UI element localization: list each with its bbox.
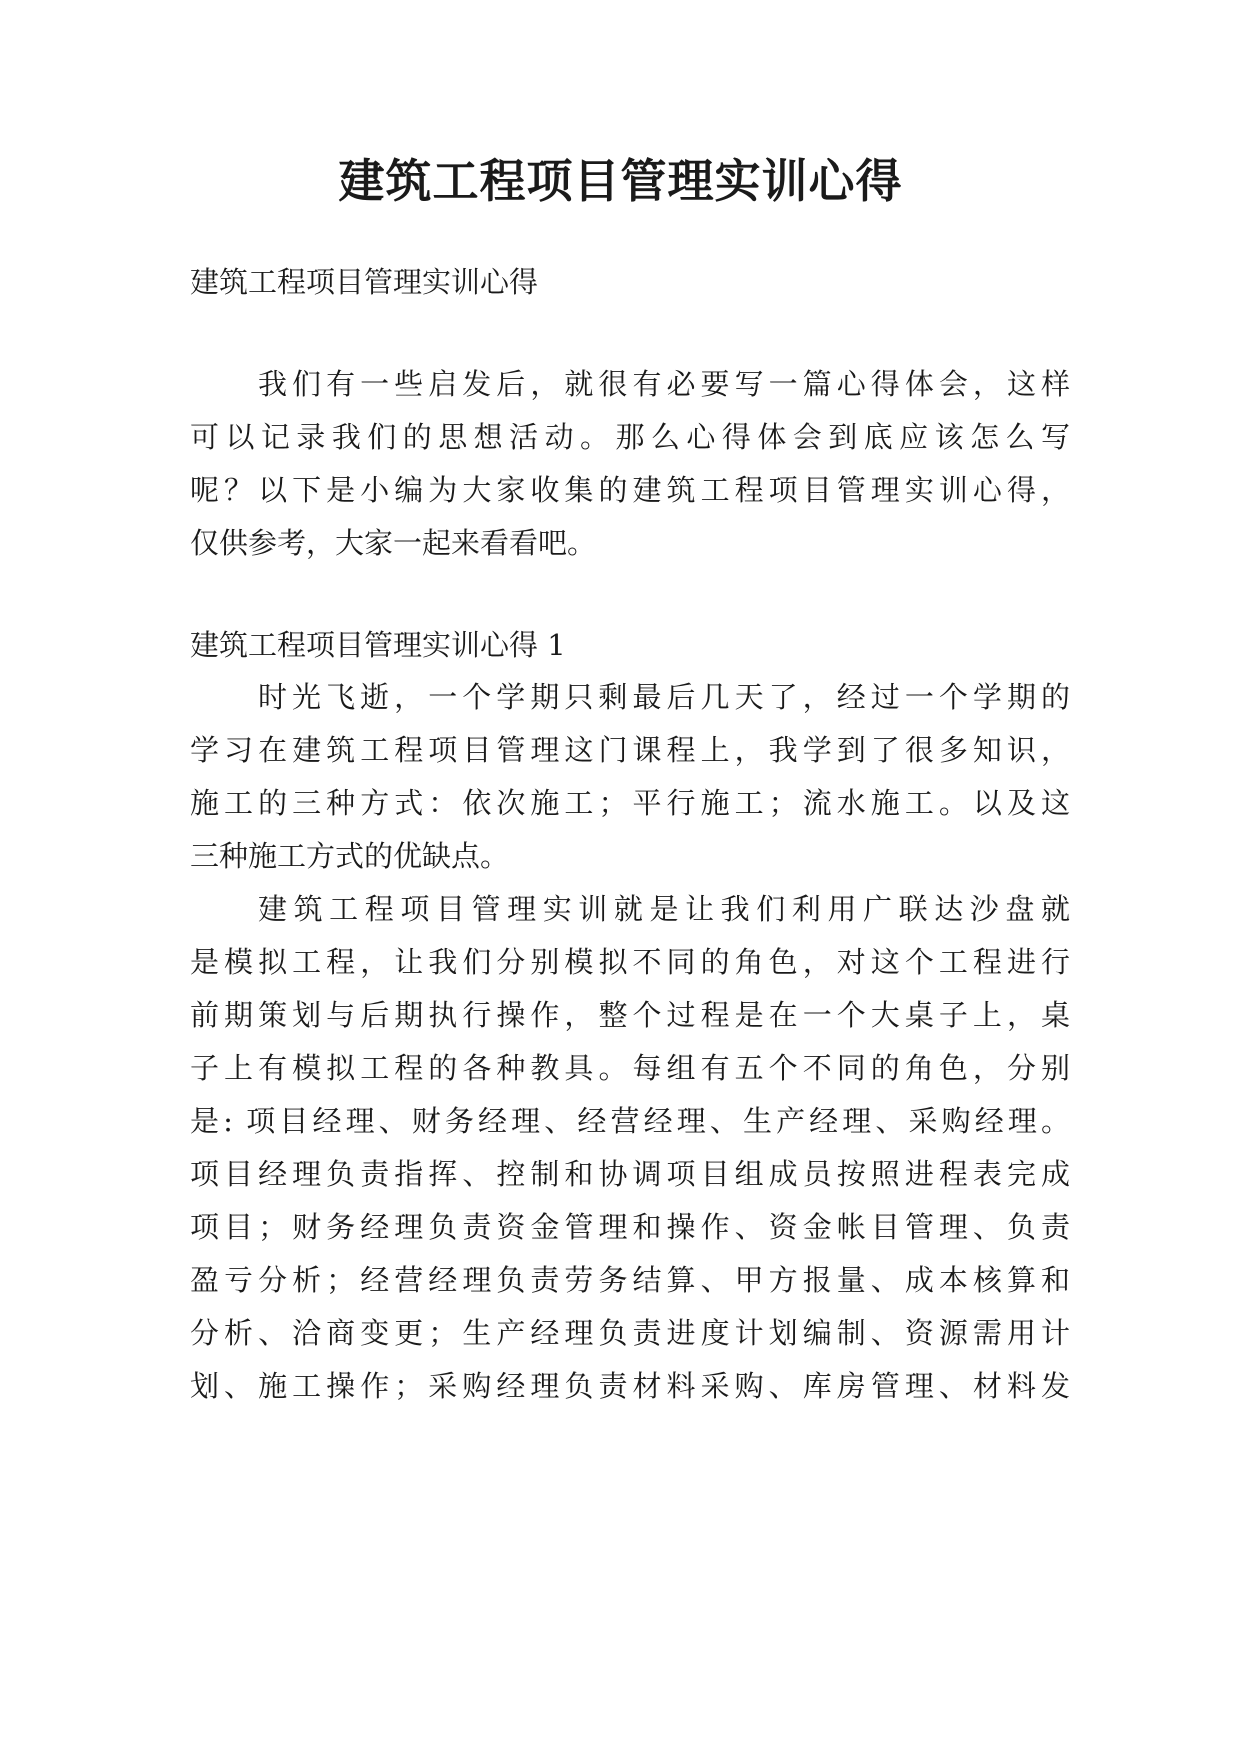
- para2-line-5: 是: 项目经理、财务经理、经营经理、生产经理、采购经理。: [190, 1104, 1070, 1138]
- para2-line-1: 建筑工程项目管理实训就是让我们利用广联达沙盘就: [258, 892, 1070, 926]
- para2-line-6: 项目经理负责指挥、控制和协调项目组成员按照进程表完成: [190, 1157, 1070, 1191]
- intro-line-1: 我们有一些启发后，就很有必要写一篇心得体会，这样: [258, 367, 1070, 401]
- para2-line-8: 盈亏分析；经营经理负责劳务结算、甲方报量、成本核算和: [190, 1263, 1070, 1297]
- para2-line-3: 前期策划与后期执行操作，整个过程是在一个大桌子上，桌: [190, 998, 1070, 1032]
- document-title: 建筑工程项目管理实训心得: [338, 154, 903, 208]
- para1-line-2: 学习在建筑工程项目管理这门课程上，我学到了很多知识，: [190, 733, 1070, 767]
- document-subtitle: 建筑工程项目管理实训心得: [190, 265, 539, 299]
- section-heading: 建筑工程项目管理实训心得 1: [190, 628, 566, 662]
- para1-line-3: 施工的三种方式：依次施工；平行施工；流水施工。以及这: [190, 786, 1070, 820]
- para2-line-7: 项目；财务经理负责资金管理和操作、资金帐目管理、负责: [190, 1210, 1070, 1244]
- para2-line-4: 子上有模拟工程的各种教具。每组有五个不同的角色，分别: [190, 1051, 1070, 1085]
- para2-line-9: 分析、洽商变更；生产经理负责进度计划编制、资源需用计: [190, 1316, 1070, 1350]
- para2-line-10: 划、施工操作；采购经理负责材料采购、库房管理、材料发: [190, 1369, 1070, 1403]
- para2-line-2: 是模拟工程，让我们分别模拟不同的角色，对这个工程进行: [190, 945, 1070, 979]
- para1-line-1: 时光飞逝，一个学期只剩最后几天了，经过一个学期的: [258, 680, 1070, 714]
- intro-line-2: 可以记录我们的思想活动。那么心得体会到底应该怎么写: [190, 420, 1070, 454]
- intro-line-4: 仅供参考，大家一起来看看吧。: [190, 526, 597, 560]
- para1-line-4: 三种施工方式的优缺点。: [190, 839, 510, 873]
- intro-line-3: 呢？以下是小编为大家收集的建筑工程项目管理实训心得，: [190, 473, 1070, 507]
